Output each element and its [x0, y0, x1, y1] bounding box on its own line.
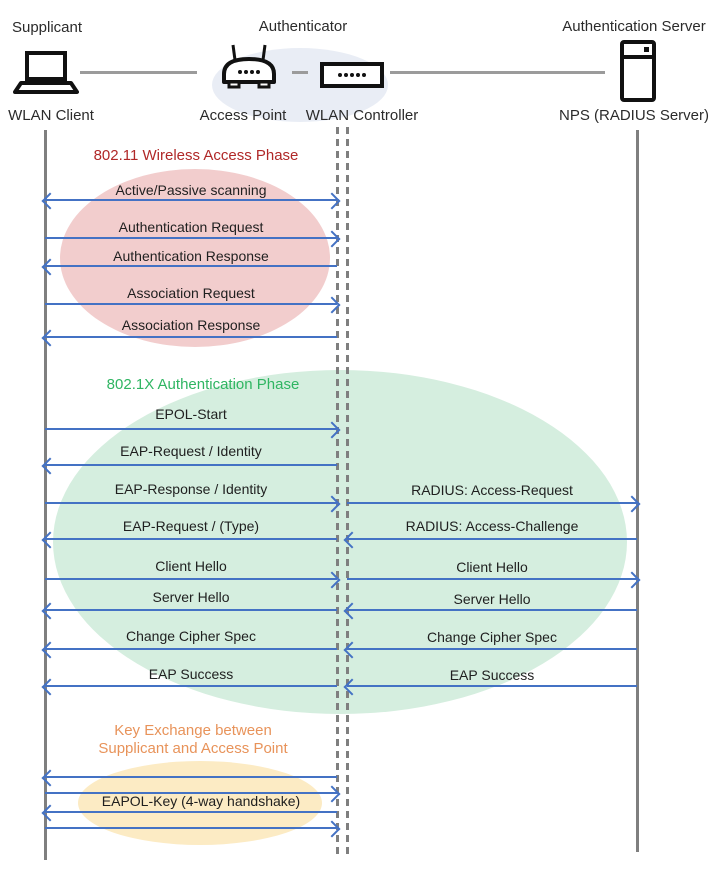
message-arrow-left: [45, 776, 337, 778]
message-label: Server Hello: [152, 589, 230, 605]
message-label: EPOL-Start: [155, 406, 227, 422]
phase-title-80211: 802.11 Wireless Access Phase: [93, 147, 299, 164]
device-label-wlan-controller: WLAN Controller: [305, 107, 419, 124]
message-arrow-left: [45, 811, 337, 813]
message-arrow-left: [347, 609, 637, 611]
message-label: RADIUS: Access-Challenge: [405, 518, 579, 534]
message-arrow-left: [45, 336, 337, 338]
message-label: Server Hello: [453, 591, 531, 607]
device-label-wlan-client: WLAN Client: [8, 107, 94, 124]
message-label: Client Hello: [456, 559, 528, 575]
role-label-authentication-server: Authentication Server: [562, 18, 706, 35]
message-label: Authentication Response: [113, 248, 269, 264]
phase-title-key-exchange-line2: Supplicant and Access Point: [98, 740, 288, 757]
role-label-supplicant: Supplicant: [11, 19, 83, 36]
message-arrow-left: [45, 685, 337, 687]
phase-title-8021x: 802.1X Authentication Phase: [106, 376, 300, 393]
message-arrow-right: [45, 428, 337, 430]
message-arrow-right: [347, 502, 637, 504]
message-arrow-left: [347, 685, 637, 687]
wlan-controller-icon: [320, 62, 384, 88]
message-label: Authentication Request: [118, 219, 264, 235]
message-label: EAP Success: [148, 666, 234, 682]
message-label: RADIUS: Access-Request: [411, 482, 573, 498]
message-label: Change Cipher Spec: [427, 629, 557, 645]
message-arrow-right: [45, 303, 337, 305]
device-label-nps-radius-server: NPS (RADIUS Server): [558, 107, 710, 124]
server-icon: [620, 40, 656, 102]
access-point-icon: [220, 44, 278, 92]
message-arrow-left: [45, 464, 337, 466]
message-arrow-right: [45, 237, 337, 239]
message-label: EAPOL-Key (4-way handshake): [101, 793, 301, 809]
connector-dash-middle: [292, 71, 308, 74]
phase-title-key-exchange-line1: Key Exchange between: [114, 722, 272, 739]
message-arrow-right: [45, 827, 337, 829]
connector-line-left: [80, 71, 197, 74]
message-arrow-left: [45, 538, 337, 540]
message-arrow-left: [347, 538, 637, 540]
connector-line-right: [390, 71, 605, 74]
message-arrow-right: [347, 578, 637, 580]
message-arrow-both: [45, 199, 337, 201]
message-arrow-left: [45, 648, 337, 650]
message-label: EAP-Request / (Type): [122, 518, 260, 534]
message-arrow-right: [45, 578, 337, 580]
message-arrow-right: [45, 502, 337, 504]
message-arrow-left: [347, 648, 637, 650]
message-arrow-left: [45, 609, 337, 611]
message-label: Client Hello: [155, 558, 227, 574]
message-label: EAP Success: [449, 667, 535, 683]
phase-title-key-exchange: [43, 722, 343, 758]
message-arrow-left: [45, 265, 337, 267]
device-label-access-point: Access Point: [199, 107, 287, 124]
message-label: EAP-Response / Identity: [114, 481, 268, 497]
message-label: EAP-Request / Identity: [120, 443, 262, 459]
message-label: Association Request: [127, 285, 255, 301]
message-label: Active/Passive scanning: [115, 182, 267, 198]
laptop-icon: [13, 50, 79, 96]
message-label: Change Cipher Spec: [126, 628, 256, 644]
message-label: Association Response: [121, 317, 261, 333]
role-label-authenticator: Authenticator: [258, 18, 348, 35]
